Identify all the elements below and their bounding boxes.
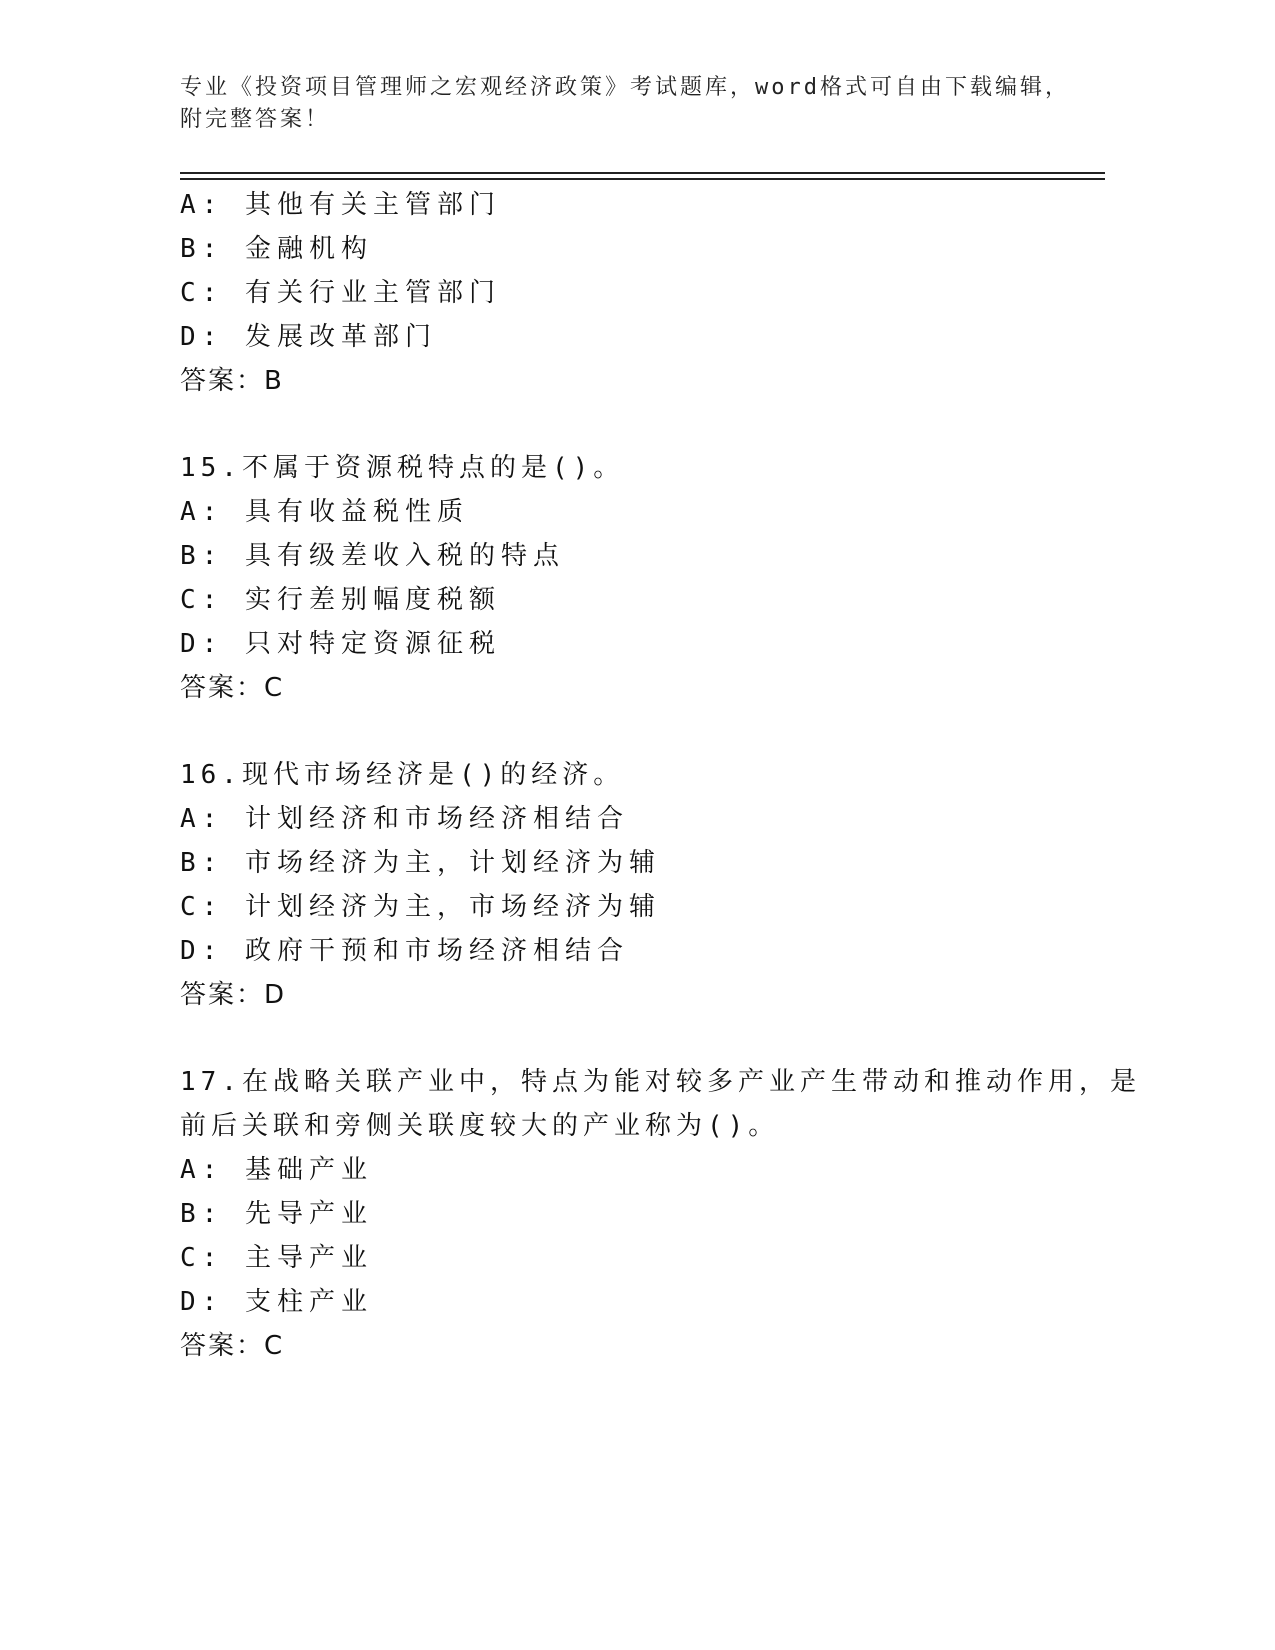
option-d: D: 政府干预和市场经济相结合 xyxy=(180,936,629,966)
question-17 xyxy=(180,1060,1141,1368)
option-c: C: 实行差别幅度税额 xyxy=(180,585,501,615)
answer-line: 答案：C xyxy=(180,1331,285,1361)
answer-line: 答案：C xyxy=(180,673,285,703)
spacer xyxy=(180,1017,1120,1060)
option-a: A: 计划经济和市场经济相结合 xyxy=(180,804,629,834)
header-divider-top xyxy=(180,172,1105,174)
option-c: C: 有关行业主管部门 xyxy=(180,278,501,308)
spacer xyxy=(180,403,1120,446)
question-stem: 16.现代市场经济是()的经济。 xyxy=(180,760,625,790)
option-b: B: 金融机构 xyxy=(180,234,373,264)
document-header xyxy=(180,72,1080,136)
option-c: C: 主导产业 xyxy=(180,1243,373,1273)
option-a: A: 其他有关主管部门 xyxy=(180,190,501,220)
question-stem-line-2: 前后关联和旁侧关联度较大的产业称为()。 xyxy=(180,1111,780,1141)
option-b: B: 先导产业 xyxy=(180,1199,373,1229)
header-line-1: 专业《投资项目管理师之宏观经济政策》考试题库，word格式可自由下载编辑， xyxy=(180,75,1070,100)
question-14 xyxy=(180,183,1120,403)
answer-line: 答案：D xyxy=(180,980,287,1010)
option-b: B: 具有级差收入税的特点 xyxy=(180,541,565,571)
spacer xyxy=(180,710,1120,753)
header-line-2: 附完整答案！ xyxy=(180,107,331,132)
question-16 xyxy=(180,753,1120,1017)
question-15 xyxy=(180,446,1120,710)
option-d: D: 支柱产业 xyxy=(180,1287,373,1317)
option-d: D: 只对特定资源征税 xyxy=(180,629,501,659)
answer-line: 答案：B xyxy=(180,366,284,396)
question-stem-line-1: 17.在战略关联产业中，特点为能对较多产业产生带动和推动作用，是 xyxy=(180,1067,1141,1097)
question-list xyxy=(180,183,1141,1368)
option-c: C: 计划经济为主，市场经济为辅 xyxy=(180,892,661,922)
header-divider-bottom xyxy=(180,178,1105,180)
option-d: D: 发展改革部门 xyxy=(180,322,437,352)
option-a: A: 具有收益税性质 xyxy=(180,497,469,527)
option-a: A: 基础产业 xyxy=(180,1155,373,1185)
option-b: B: 市场经济为主，计划经济为辅 xyxy=(180,848,661,878)
question-stem: 15.不属于资源税特点的是()。 xyxy=(180,453,625,483)
